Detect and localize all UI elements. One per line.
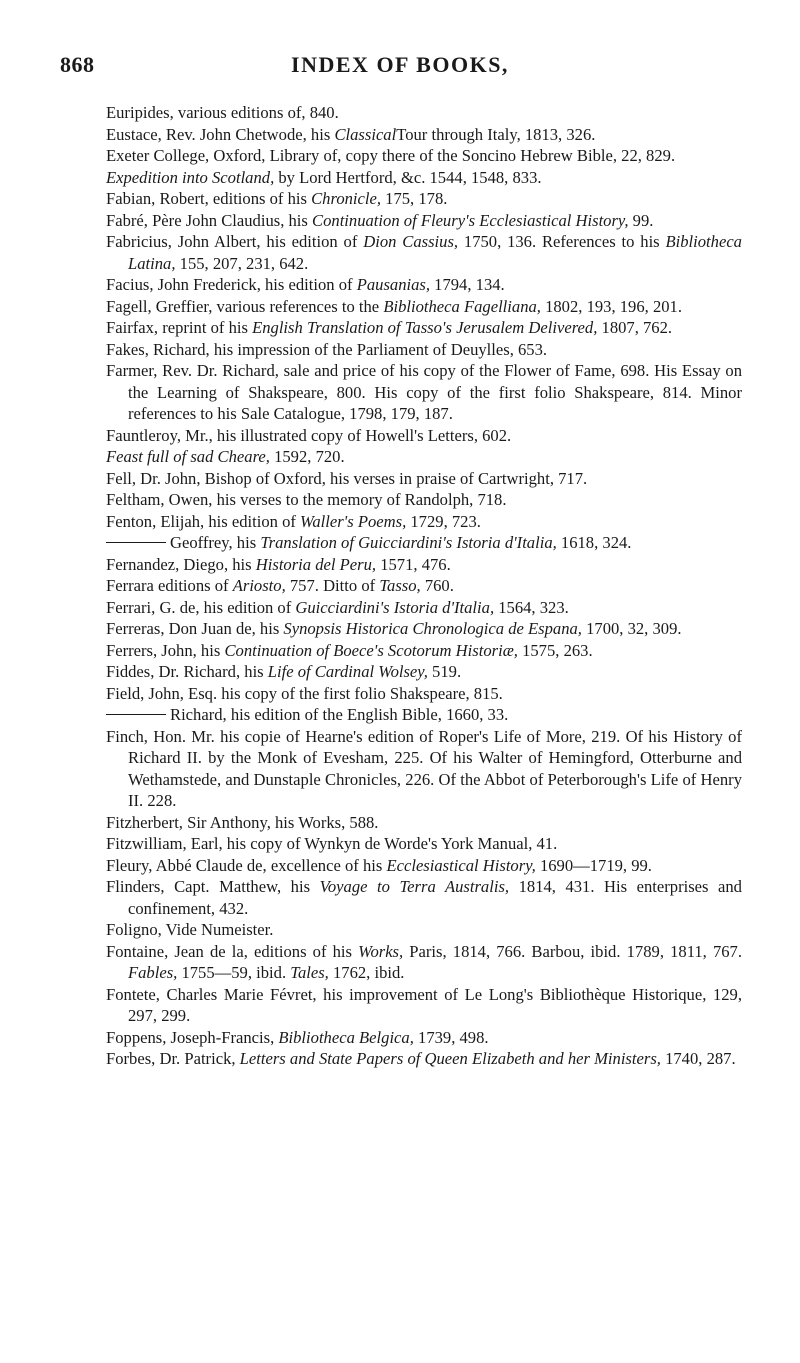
index-entry xyxy=(106,876,742,919)
index-entry xyxy=(106,683,742,705)
entry-text: Fleury, Abbé Claude de, excellence of his xyxy=(106,855,387,875)
entry-title-italic: Chronicle, xyxy=(311,189,382,208)
entry-text: Geoffrey, his xyxy=(170,533,261,552)
index-entry xyxy=(106,188,742,210)
page-header xyxy=(60,52,740,92)
entry-title-italic: Life of Cardinal Wolsey, xyxy=(267,662,428,681)
entry-title-italic: Bibliotheca Belgica, xyxy=(278,1027,414,1047)
index-entry xyxy=(106,167,742,189)
entry-title-italic: Pausanias, xyxy=(356,275,431,294)
entry-text: 1740, 287. xyxy=(660,1049,736,1068)
index-entry xyxy=(106,532,742,554)
entry-title-italic: Fables, xyxy=(128,963,178,982)
entry-title-italic: Historia del Peru, xyxy=(255,554,377,574)
entry-text: 1729, 723. xyxy=(406,511,481,531)
entry-title-italic: Expedition into Scotland, xyxy=(106,167,275,187)
entry-text: 175, 178. xyxy=(381,189,448,208)
entry-title-italic: Bibliotheca Latina, xyxy=(128,232,742,273)
entry-text: Tour through Italy, 1813, 326. xyxy=(396,124,596,144)
entry-text: 1807, 762. xyxy=(597,318,673,337)
index-entry xyxy=(106,726,742,812)
index-entry xyxy=(106,425,742,447)
entry-text: Fiddes, Dr. Richard, his xyxy=(106,662,268,681)
index-entry xyxy=(106,296,742,318)
entry-title-italic: Tasso, xyxy=(379,576,421,595)
entry-text: Field, John, Esq. his copy of the first folio Shakspeare, 815. xyxy=(106,683,503,703)
index-entry xyxy=(106,661,742,683)
entry-text: Paris, 1814, 766. Barbou, ibid. 1789, 1811, 767. xyxy=(403,941,742,961)
entry-title-italic: Guicciardini's Istoria d'Italia, xyxy=(295,597,495,617)
entry-text: 1750, 136. References to his xyxy=(458,232,666,251)
entry-title-italic: Feast full of sad Cheare, xyxy=(106,447,270,466)
index-entry xyxy=(106,145,742,167)
index-entry xyxy=(106,575,742,597)
index-entry xyxy=(106,360,742,425)
index-entry xyxy=(106,1048,742,1070)
index-entry xyxy=(106,618,742,640)
entry-text: Fernandez, Diego, his xyxy=(106,554,256,574)
index-entry xyxy=(106,489,742,511)
entry-text: Fitzherbert, Sir Anthony, his Works, 588. xyxy=(106,812,379,832)
index-entry xyxy=(106,640,742,662)
entry-title-italic: Continuation of Fleury's Ecclesiastical History, xyxy=(312,210,629,230)
index-entry xyxy=(106,231,742,274)
page-number: 868 xyxy=(60,52,95,77)
entry-text: Fauntleroy, Mr., his illustrated copy of Howell's Letters, 602. xyxy=(106,425,512,445)
entry-text: Finch, Hon. Mr. his copie of Hearne's edition of Roper's Life of More, 219. Of his History of Richard II. by the Monk of Evesham, 225. Of his Walter of Hemingford, Otterburne and Wethamstede, and Dunstaple Chronicles, 226. Of the Abbot of Peterborough's Life of Henry II. 228. xyxy=(106,726,742,810)
index-entry xyxy=(106,274,742,296)
index-entry xyxy=(106,339,742,361)
entry-text: 99. xyxy=(628,210,654,230)
entry-text: Flinders, Capt. Matthew, his xyxy=(106,877,320,896)
entry-text: 1755—59, ibid. xyxy=(177,963,291,982)
entry-text: 1690—1719, 99. xyxy=(535,855,652,875)
entry-text: Foligno, Vide Numeister. xyxy=(106,920,274,939)
entry-text: Ferrara editions of xyxy=(106,576,233,595)
running-head: INDEX OF BOOKS, xyxy=(291,52,509,77)
entry-text: 1794, 134. xyxy=(430,275,505,294)
index-entry xyxy=(106,210,742,232)
index-entry xyxy=(106,833,742,855)
index-entry xyxy=(106,812,742,834)
entry-title-italic: Ecclesiastical History, xyxy=(386,855,536,875)
index-entry xyxy=(106,855,742,877)
index-entry xyxy=(106,941,742,984)
index-entry xyxy=(106,597,742,619)
entry-text: 757. Ditto of xyxy=(285,576,380,595)
index-entry xyxy=(106,124,742,146)
entry-title-italic: Works, xyxy=(358,941,404,961)
entry-text: 1564, 323. xyxy=(494,597,569,617)
entry-text: Fontaine, Jean de la, editions of his xyxy=(106,941,359,961)
entry-text: 519. xyxy=(427,662,462,681)
entry-title-italic: Dion Cassius, xyxy=(363,232,459,251)
entry-text: Eustace, Rev. John Chetwode, his xyxy=(106,124,335,144)
index-entry xyxy=(106,446,742,468)
entry-title-italic: Classical xyxy=(334,124,397,144)
entry-text: Foppens, Joseph-Francis, xyxy=(106,1027,279,1047)
entry-text: 1739, 498. xyxy=(413,1027,489,1047)
index-entry xyxy=(106,1027,742,1049)
entry-text: 1592, 720. xyxy=(269,447,345,466)
entry-text: 1700, 32, 309. xyxy=(581,619,682,638)
index-entry xyxy=(106,554,742,576)
entry-text: Fabian, Robert, editions of his xyxy=(106,189,312,208)
entry-title-italic: Letters and State Papers of Queen Elizabeth and her Ministers, xyxy=(239,1049,661,1068)
entry-text: Fabricius, John Albert, his edition of xyxy=(106,232,364,251)
entry-title-italic: Voyage to Terra Australis, xyxy=(319,877,510,896)
index-entry xyxy=(106,317,742,339)
entry-text: 155, 207, 231, 642. xyxy=(175,253,309,273)
entry-text: Euripides, various editions of, 840. xyxy=(106,103,339,122)
entry-text: Forbes, Dr. Patrick, xyxy=(106,1049,240,1068)
entry-text: Fenton, Elijah, his edition of xyxy=(106,511,301,531)
index-entry xyxy=(106,468,742,490)
entry-text: Farmer, Rev. Dr. Richard, sale and price of his copy of the Flower of Fame, 698. His Essay on the Learning of Shakspeare, 800. His copy of the first folio Shakspeare, 814. Minor references to his Sale Catalogue, 1798, 179, 187. xyxy=(106,361,742,423)
entry-text: 1762, ibid. xyxy=(328,963,405,982)
entry-text: Fontete, Charles Marie Févret, his improvement of Le Long's Bibliothèque Historique, 129, 297, 299. xyxy=(106,984,742,1025)
entry-text: Fagell, Greffier, various references to the xyxy=(106,296,384,316)
entry-text: Fabré, Père John Claudius, his xyxy=(106,210,313,230)
index-entry xyxy=(106,704,742,726)
entry-text: 1814, 431. His enterprises and confinement, 432. xyxy=(128,877,742,918)
entry-text: Fairfax, reprint of his xyxy=(106,318,253,337)
entry-title-italic: Synopsis Historica Chronologica de Espana, xyxy=(283,619,582,638)
entry-text: 760. xyxy=(420,576,454,595)
entry-text: 1575, 263. xyxy=(517,640,593,660)
index-entry xyxy=(106,919,742,941)
entry-text: Richard, his edition of the English Bible, 1660, 33. xyxy=(170,705,509,724)
entry-text: Ferrari, G. de, his edition of xyxy=(106,597,296,617)
entry-text: Facius, John Frederick, his edition of xyxy=(106,275,357,294)
entry-title-italic: English Translation of Tasso's Jerusalem Delivered, xyxy=(252,318,598,337)
entry-text: 1802, 193, 196, 201. xyxy=(540,296,682,316)
ditto-rule xyxy=(106,714,166,715)
entry-title-italic: Waller's Poems, xyxy=(300,511,407,531)
entry-title-italic: Continuation of Boece's Scotorum Historiæ, xyxy=(224,640,518,660)
index-entry xyxy=(106,102,742,124)
index-entries xyxy=(106,102,742,1070)
entry-text: Ferreras, Don Juan de, his xyxy=(106,619,284,638)
ditto-rule xyxy=(106,542,166,543)
entry-text: Fell, Dr. John, Bishop of Oxford, his verses in praise of Cartwright, 717. xyxy=(106,468,588,488)
entry-text: 1571, 476. xyxy=(376,554,451,574)
entry-title-italic: Ariosto, xyxy=(232,576,286,595)
entry-text: Exeter College, Oxford, Library of, copy there of the Soncino Hebrew Bible, 22, 829. xyxy=(106,146,676,165)
entry-text: Ferrers, John, his xyxy=(106,640,225,660)
entry-text: by Lord Hertford, &c. 1544, 1548, 833. xyxy=(274,167,542,187)
entry-title-italic: Translation of Guicciardini's Istoria d'Italia, xyxy=(260,533,557,552)
entry-text: Feltham, Owen, his verses to the memory of Randolph, 718. xyxy=(106,490,507,509)
index-entry xyxy=(106,511,742,533)
entry-text: Fakes, Richard, his impression of the Parliament of Deuylles, 653. xyxy=(106,339,548,359)
index-entry xyxy=(106,984,742,1027)
entry-title-italic: Tales, xyxy=(290,963,329,982)
entry-text: 1618, 324. xyxy=(556,533,632,552)
entry-title-italic: Bibliotheca Fagelliana, xyxy=(383,296,541,316)
entry-text: Fitzwilliam, Earl, his copy of Wynkyn de Worde's York Manual, 41. xyxy=(106,834,558,853)
